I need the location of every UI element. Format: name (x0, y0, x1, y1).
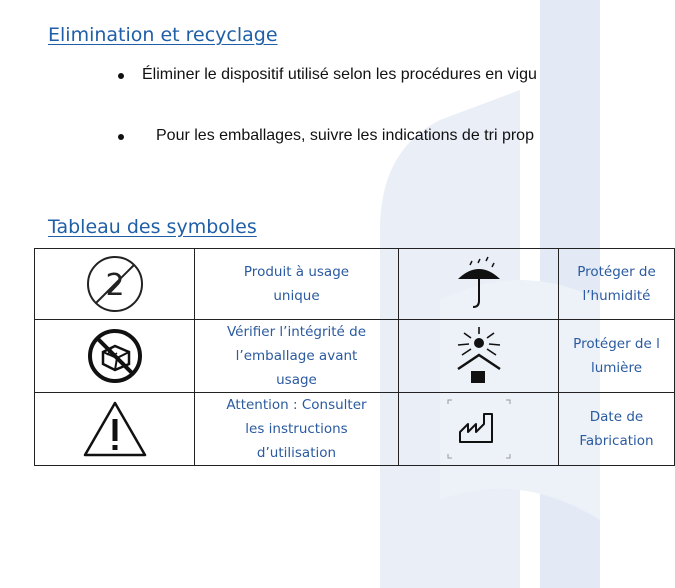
do-not-reuse-icon (84, 253, 146, 315)
label-line: d’utilisation (256, 445, 337, 461)
label-cell (559, 393, 675, 466)
table-row (35, 320, 675, 393)
symbol-cell (399, 320, 559, 393)
label-line: Date de (589, 409, 644, 425)
date-of-manufacture-icon (446, 398, 512, 460)
symbol-cell (35, 393, 195, 466)
do-not-use-if-damaged-icon (85, 326, 145, 386)
table-row (35, 249, 675, 320)
keep-away-from-sunlight-icon (446, 325, 512, 387)
disposal-section-title: Elimination et recyclage (48, 24, 278, 46)
label-line: usage (276, 372, 317, 388)
label-line: l’emballage avant (235, 348, 358, 364)
label-line: l’humidité (582, 288, 651, 304)
label-line: les instructions (245, 421, 348, 437)
svg-text:2: 2 (104, 268, 125, 303)
keep-dry-umbrella-icon (450, 255, 508, 313)
bullet-text: Pour les emballages, suivre les indications de tri prop (156, 127, 534, 144)
label-line: Produit à usage (243, 264, 350, 280)
bullet-dot (118, 73, 124, 79)
label-line: Fabrication (579, 433, 654, 449)
label-cell (195, 320, 399, 393)
label-line: Attention : Consulter (226, 397, 367, 413)
label-line: Protéger de (577, 264, 656, 280)
label-line: unique (273, 288, 320, 304)
label-cell (195, 249, 399, 320)
symbols-section-title: Tableau des symboles (48, 216, 257, 238)
label-line: Vérifier l’intégrité de (226, 324, 367, 340)
label-line: lumière (590, 360, 643, 376)
caution-warning-icon (81, 399, 149, 459)
label-cell (559, 320, 675, 393)
bullet-dot (118, 134, 124, 140)
symbol-cell (399, 249, 559, 320)
bullet-text: Éliminer le dispositif utilisé selon les procédures en vigu (142, 66, 537, 83)
symbol-cell (35, 249, 195, 320)
symbols-table (34, 248, 675, 466)
symbol-cell (399, 393, 559, 466)
label-cell (559, 249, 675, 320)
label-line: Protéger de l (573, 336, 660, 352)
table-row (35, 393, 675, 466)
symbol-cell (35, 320, 195, 393)
label-cell (195, 393, 399, 466)
